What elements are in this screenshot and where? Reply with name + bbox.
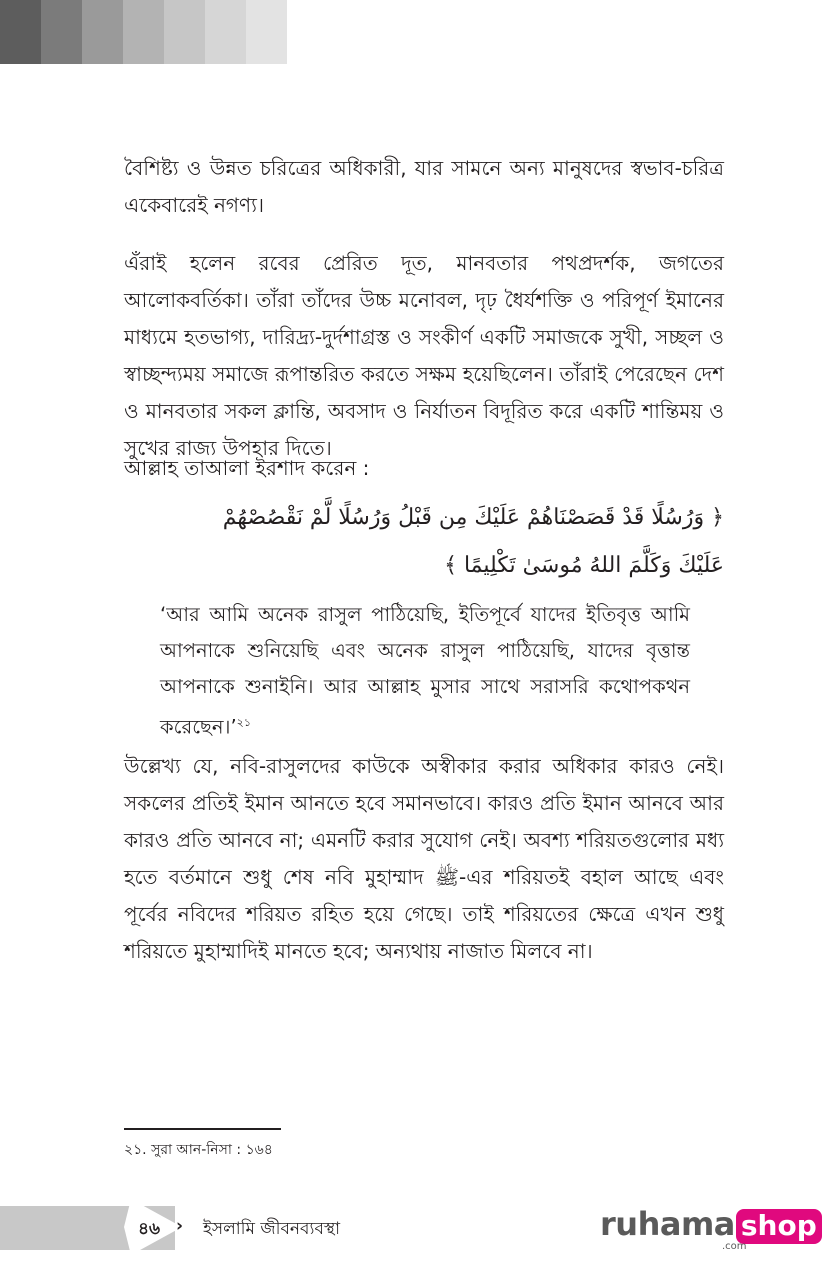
logo-com-text: .com	[722, 1241, 747, 1252]
header-strip	[205, 0, 246, 64]
logo-shop-text: shop	[736, 1209, 822, 1244]
logo-ruhama-text: ruhama	[600, 1205, 735, 1243]
header-strip	[164, 0, 205, 64]
header-strip	[0, 0, 41, 64]
header-strip	[82, 0, 123, 64]
translation-text: ‘আর আমি অনেক রাসুল পাঠিয়েছি, ইতিপূর্বে যাদের ইতিবৃত্ত আমি আপনাকে শুনিয়েছি এবং অনেক রাসুল পাঠিয়েছি, যাদের বৃত্তান্ত আপনাকে শুনাইনি। আর আল্লাহ মুসার সাথে সরাসরি কথোপকথন করেছেন।’	[160, 603, 690, 739]
paragraph-2: এঁরাই হলেন রবের প্রেরিত দূত, মানবতার পথপ্রদর্শক, জগতের আলোকবর্তিকা। তাঁরা তাঁদের উচ্চ মনোবল, দৃঢ় ধৈর্যশক্তি ও পরিপূর্ণ ইমানের মাধ্যমে হতভাগ্য, দারিদ্র্য-দুর্দশাগ্রস্ত ও সংকীর্ণ একটি সমাজকে সুখী, সচ্ছল ও স্বাচ্ছন্দ্যময় সমাজে রূপান্তরিত করতে সক্ষম হয়েছিলেন। তাঁরাই পেরেছেন দেশ ও মানবতার সকল ক্লান্তি, অবসাদ ও নির্যাতন বিদূরিত করে একটি শান্তিময় ও সুখের রাজ্য উপহার দিতে।	[124, 251, 724, 460]
paragraph-3: উল্লেখ্য যে, নবি-রাসুলদের কাউকে অস্বীকার করার অধিকার কারও নেই। সকলের প্রতিই ইমান আনতে হবে সমানভাবে। কারও প্রতি ইমান আনবে আর কারও প্রতি আনবে না; এমনটি করার সুযোগ নেই। অবশ্য শরিয়তগুলোর মধ্য হতে বর্তমানে শুধু শেষ নবি মুহাম্মাদ ﷺ-এর শরিয়তই বহাল আছে এবং পূর্বের নবিদের শরিয়ত রহিত হয়ে গেছে। তাই শরিয়তের ক্ষেত্রে এখন শুধু শরিয়তে মুহাম্মাদিই মানতে হবে; অন্যথায় নাজাত মিলবে না।	[124, 754, 724, 963]
footnote-ref: ২১	[236, 716, 251, 729]
header-strip	[41, 0, 82, 64]
quote-intro: আল্লাহ তাআলা ইরশাদ করেন :	[124, 456, 370, 480]
page-number: ৪৬	[138, 1219, 161, 1239]
chevron-right-icon: ›	[176, 1216, 184, 1236]
header-decoration	[0, 0, 287, 64]
book-title: ইসলামি জীবনব্যবস্থা	[203, 1219, 341, 1239]
header-strip	[246, 0, 287, 64]
arabic-verse-line-1: ﴿ وَرُسُلًا قَدْ قَصَصْنَاهُمْ عَلَيْكَ مِن قَبْلُ وَرُسُلًا لَّمْ نَقْصُصْهُمْ	[222, 505, 724, 530]
footnote: ২১. সুরা আন-নিসা : ১৬৪	[124, 1142, 273, 1158]
footnote-divider	[124, 1128, 281, 1130]
arabic-verse-line-2: عَلَيْكَ وَكَلَّمَ اللهُ مُوسَىٰ تَكْلِيمًا ﴾	[444, 553, 724, 578]
verse-translation	[160, 597, 690, 746]
paragraph-1: বৈশিষ্ট্য ও উন্নত চরিত্রের অধিকারী, যার সামনে অন্য মানুষদের স্বভাব-চরিত্র একেবারেই নগণ্য।	[124, 156, 724, 217]
header-strip	[123, 0, 164, 64]
ruhamashop-logo	[600, 1205, 822, 1252]
